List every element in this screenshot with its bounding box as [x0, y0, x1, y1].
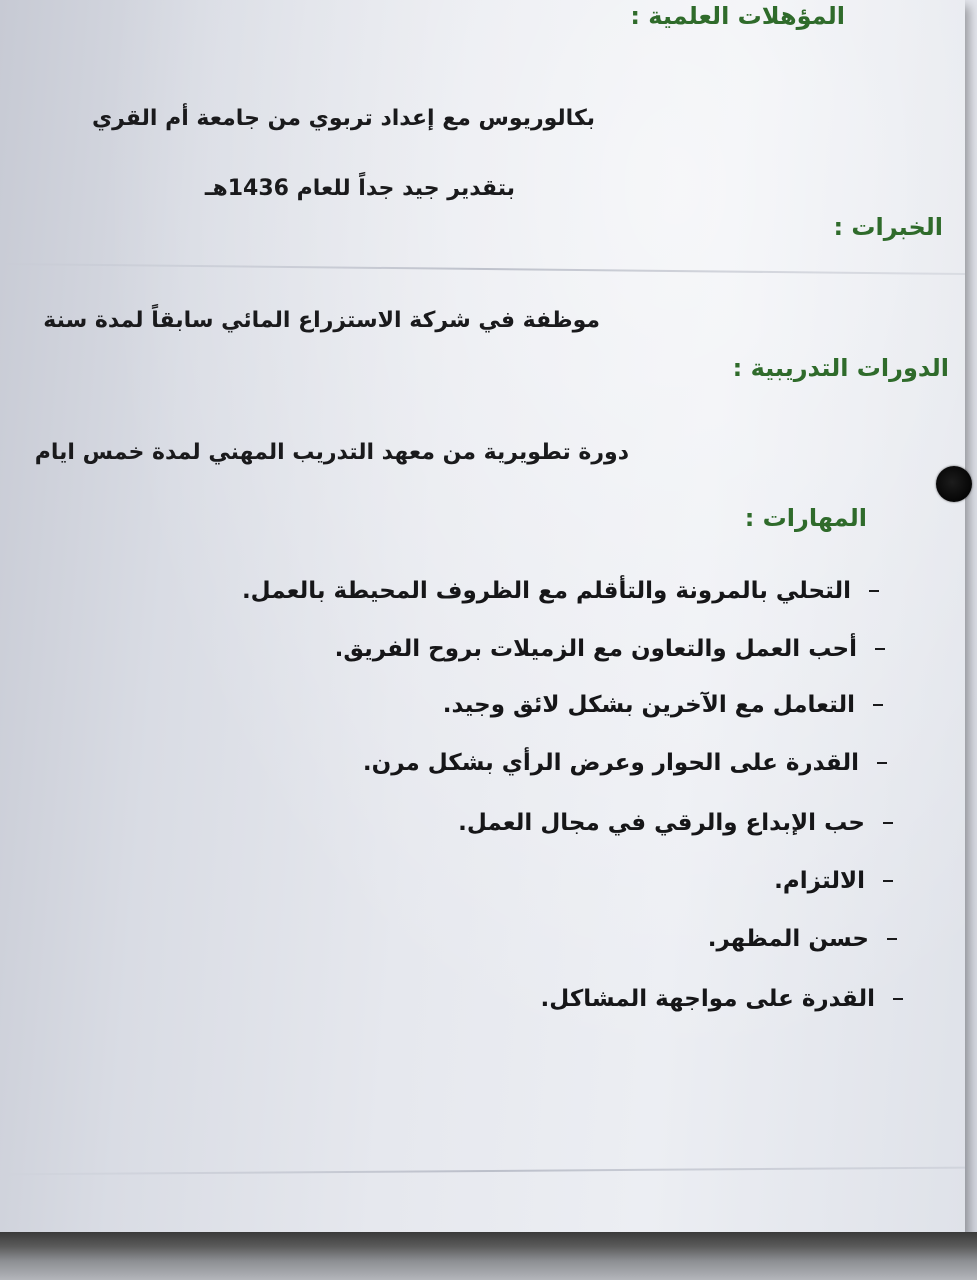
skills-item-text: حسن المظهر.	[707, 926, 869, 952]
skills-list-item	[541, 986, 903, 1012]
skills-list-item	[242, 578, 879, 604]
skills-list-item	[774, 868, 893, 894]
bullet-dash	[875, 648, 885, 650]
skills-list-item	[708, 926, 897, 952]
bullet-dash	[893, 998, 903, 1000]
paper-fold-crease	[0, 1167, 965, 1176]
experience-heading: الخبرات :	[833, 213, 943, 241]
bullet-dash	[873, 704, 883, 706]
skills-list-item	[443, 692, 883, 718]
bullet-dash	[883, 822, 893, 824]
skills-item-text: التحلي بالمرونة والتأقلم مع الظروف المحيطة بالعمل.	[241, 578, 851, 604]
table-surface-below-paper	[0, 1232, 977, 1280]
bullet-dash	[883, 880, 893, 882]
skills-item-text: القدرة على مواجهة المشاكل.	[540, 986, 875, 1012]
skills-heading: المهارات :	[744, 504, 867, 532]
bullet-dash	[887, 938, 897, 940]
experience-line: موظفة في شركة الاستزراع المائي سابقاً لمدة سنة	[43, 308, 600, 333]
skills-list-item	[458, 810, 893, 836]
skills-list-item	[335, 636, 885, 662]
skills-item-text: حب الإبداع والرقي في مجال العمل.	[458, 810, 865, 836]
qualifications-grade-line: بتقدير جيد جداً للعام 1436هـ	[204, 176, 515, 201]
qualifications-heading: المؤهلات العلمية :	[630, 2, 845, 30]
qualifications-degree-line: بكالوريوس مع إعداد تربوي من جامعة أم القري	[91, 106, 595, 131]
skills-list-item	[363, 750, 887, 776]
binder-punch-hole	[936, 466, 972, 502]
skills-item-text: أحب العمل والتعاون مع الزميلات بروح الفريق.	[334, 636, 857, 662]
training-line: دورة تطويرية من معهد التدريب المهني لمدة خمس ايام	[34, 440, 629, 465]
training-heading: الدورات التدريبية :	[732, 354, 949, 382]
paper-fold-crease	[0, 263, 965, 275]
skills-item-text: القدرة على الحوار وعرض الرأي بشكل مرن.	[362, 750, 859, 776]
skills-item-text: الالتزام.	[774, 868, 865, 894]
bullet-dash	[869, 590, 879, 592]
bullet-dash	[877, 762, 887, 764]
skills-item-text: التعامل مع الآخرين بشكل لائق وجيد.	[442, 692, 855, 718]
